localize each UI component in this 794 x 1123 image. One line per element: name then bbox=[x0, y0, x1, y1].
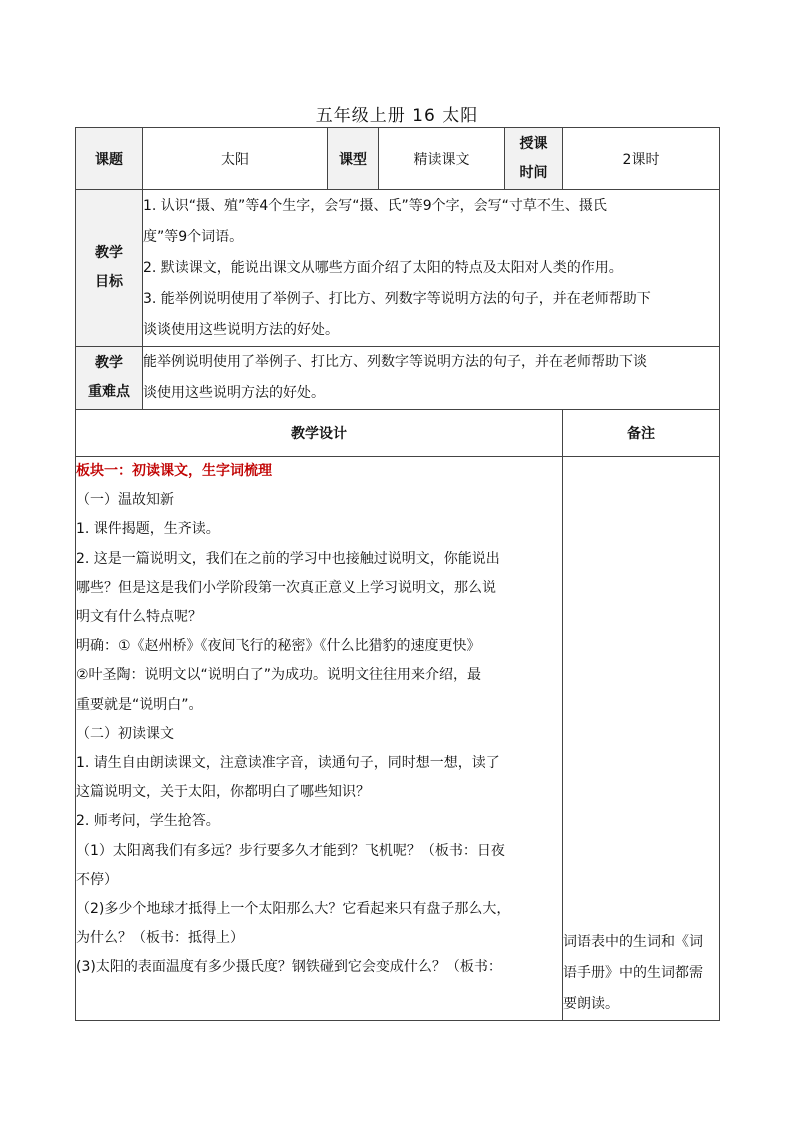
notes-content bbox=[563, 457, 720, 1021]
design-line: 这篇说明文，关于太阳，你都明白了哪些知识？ bbox=[76, 784, 370, 801]
note-line: 词语表中的生词和《词 bbox=[563, 934, 703, 950]
design-line: ②叶圣陶：说明文以“说明白了”为成功。说明文往往用来介绍，最 bbox=[76, 667, 482, 684]
design-line: 2. 师考问，学生抢答。 bbox=[76, 813, 220, 830]
design-line: 重要就是“说明白”。 bbox=[76, 696, 203, 713]
design-line: 不停） bbox=[76, 871, 118, 888]
goal-line: 谈谈使用这些说明方法的好处。 bbox=[143, 321, 339, 338]
design-line: （二）初读课文 bbox=[76, 725, 174, 742]
section-header-row bbox=[76, 410, 720, 457]
document-title: 五年级上册 16 太阳 bbox=[315, 106, 479, 126]
design-row bbox=[76, 457, 720, 1021]
key-points-label bbox=[76, 347, 143, 410]
goals-content bbox=[143, 190, 720, 347]
goal-line: 1. 认识“摄、殖”等4个生字，会写“摄、氏”等9个字，会写“寸草不生、摄氏 bbox=[143, 197, 607, 214]
design-line: （1）太阳离我们有多远？步行要多久才能到？飞机呢？（板书：日夜 bbox=[76, 842, 505, 859]
class-time-label-line: 授课 bbox=[519, 135, 548, 152]
design-line: 2. 这是一篇说明文，我们在之前的学习中也接触过说明文，你能说出 bbox=[76, 550, 500, 567]
design-line: （2)多少个地球才抵得上一个太阳那么大？它看起来只有盘子那么大， bbox=[76, 901, 511, 918]
notes-header: 备注 bbox=[563, 410, 720, 457]
lesson-plan-table bbox=[75, 127, 720, 1021]
goals-label-line: 目标 bbox=[95, 274, 123, 290]
goal-line: 3. 能举例说明使用了举例子、打比方、列数字等说明方法的句子，并在老师帮助下 bbox=[143, 290, 651, 307]
key-point-line: 谈使用这些说明方法的好处。 bbox=[143, 385, 325, 401]
design-line: 1. 请生自由朗读课文，注意读准字音，读通句子，同时想一想，读了 bbox=[76, 755, 500, 772]
note-line: 要朗读。 bbox=[563, 996, 619, 1012]
goal-line: 2. 默读课文，能说出课文从哪些方面介绍了太阳的特点及太阳对人类的作用。 bbox=[143, 259, 623, 276]
design-line: （一）温故知新 bbox=[76, 492, 174, 509]
key-points-label-line: 教学 bbox=[95, 355, 123, 371]
design-line: 明确：①《赵州桥》《夜间飞行的秘密》《什么比猎豹的速度更快》 bbox=[76, 638, 481, 655]
header-row bbox=[76, 128, 720, 190]
note-line: 语手册》中的生词都需 bbox=[563, 965, 703, 981]
topic-label: 课题 bbox=[76, 128, 143, 190]
goal-line: 度”等9个词语。 bbox=[143, 228, 244, 245]
design-line: (3)太阳的表面温度有多少摄氏度？钢铁碰到它会变成什么？（板书： bbox=[76, 959, 502, 976]
goals-label bbox=[76, 190, 143, 347]
topic-value: 太阳 bbox=[143, 128, 328, 190]
goals-row bbox=[76, 190, 720, 347]
design-line: 为什么？（板书：抵得上） bbox=[76, 930, 244, 947]
key-points-label-line: 重难点 bbox=[88, 384, 130, 400]
lesson-type-label: 课型 bbox=[328, 128, 379, 190]
key-points-content bbox=[143, 347, 720, 410]
class-time-value: 2课时 bbox=[563, 128, 720, 190]
class-time-label-line: 时间 bbox=[519, 164, 548, 181]
design-content bbox=[76, 457, 563, 1021]
design-section-title: 板块一：初读课文，生字词梳理 bbox=[76, 463, 272, 479]
design-line: 1. 课件揭题，生齐读。 bbox=[76, 521, 220, 538]
lesson-type-value: 精读课文 bbox=[379, 128, 505, 190]
key-point-line: 能举例说明使用了举例子、打比方、列数字等说明方法的句子，并在老师帮助下谈 bbox=[143, 354, 647, 370]
design-line: 明文有什么特点呢？ bbox=[76, 609, 202, 626]
design-line: 哪些？但是这是我们小学阶段第一次真正意义上学习说明文，那么说 bbox=[76, 579, 496, 596]
goals-label-line: 教学 bbox=[95, 245, 123, 261]
design-header: 教学设计 bbox=[76, 410, 563, 457]
key-points-row bbox=[76, 347, 720, 410]
class-time-label bbox=[505, 128, 563, 190]
